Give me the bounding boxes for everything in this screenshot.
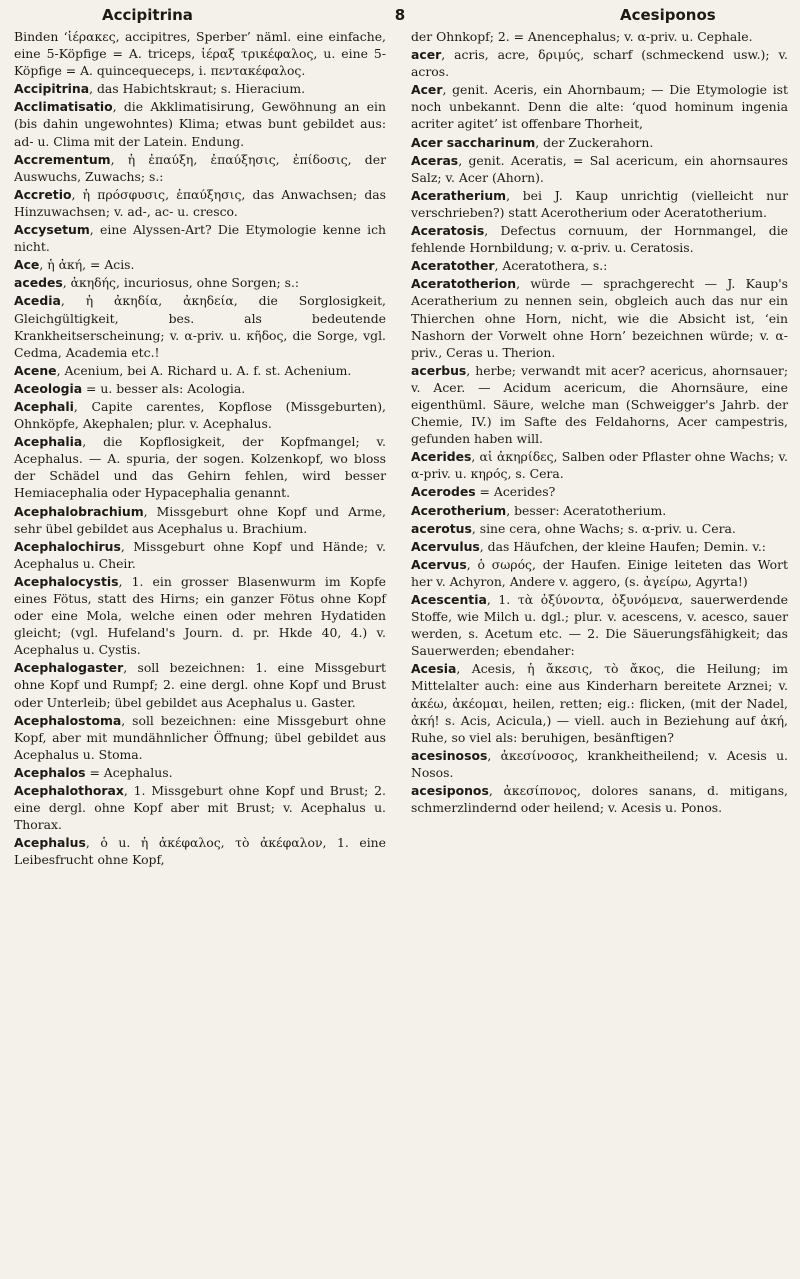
entry-definition: , αἱ ἀκηρίδες, Salben oder Pflaster ohne Wachs; v. α-priv. u. κηρός, s. Cera.: [411, 449, 788, 482]
entry-definition: , bei J. Kaup unrichtig (vielleicht nur verschrieben?) statt Acerotherium oder Aceratotherium.: [411, 187, 788, 220]
entry-headword: Acescentia: [411, 592, 487, 607]
dictionary-entry: [411, 28, 788, 45]
entry-definition: , der Zuckerahorn.: [535, 134, 654, 150]
entry-definition: , genit. Aceratis, = Sal acericum, ein ahornsaures Salz; v. Acer (Ahorn).: [411, 152, 788, 185]
entry-definition: , Capite carentes, Kopflose (Missgeburten), Ohnköpfe, Akephalen; plur. v. Acephalus.: [14, 398, 386, 432]
entry-headword: Acephalogaster: [14, 660, 124, 676]
entry-definition: , die Kopflosigkeit, der Kopfmangel; v. Acephalus. — A. spuria, der sogen. Kolzenkopf, wo bloss der Schädel und das Gehirn fehlen, wird besser Hemiacephalia oder Hypacephalia genannt.: [14, 434, 386, 501]
entry-definition: , ἡ ἀκηδία, ἀκηδεία, die Sorglosigkeit, Gleichgültigkeit, bes. als bedeutende Krankheitserscheinung; v. α-priv. u. κῆδος, die Sorge, vgl. Cedma, Academia etc.!: [14, 293, 386, 360]
right-column: [411, 28, 788, 817]
dictionary-entry: [14, 764, 386, 781]
dictionary-entry: [411, 257, 788, 274]
dictionary-entry: [14, 274, 386, 291]
entry-definition: = Acerides?: [475, 484, 556, 500]
entry-headword: Acene: [14, 362, 57, 378]
dictionary-entry: [411, 46, 788, 80]
entry-headword: Acer: [411, 82, 443, 98]
dictionary-entry: [411, 187, 788, 221]
entry-definition: = u. besser als: Acologia.: [82, 380, 246, 396]
dictionary-entry: [14, 362, 386, 379]
dictionary-entry: [14, 28, 386, 79]
entry-headword: acedes: [14, 275, 63, 291]
dictionary-entry: [14, 80, 386, 97]
entry-headword: Acephalochirus: [14, 538, 121, 554]
entry-headword: Acesia: [411, 661, 457, 677]
entry-headword: Acephalostoma: [14, 712, 122, 728]
entry-headword: Acephalobrachium: [14, 503, 144, 519]
entry-headword: Acephalia: [14, 434, 83, 450]
entry-definition: , soll bezeichnen: eine Missgeburt ohne Kopf, aber mit mundähnlicher Öffnung; übel gebildet aus Acephalus u. Stoma.: [14, 712, 386, 762]
entry-definition: , 1. Missgeburt ohne Kopf und Brust; 2. eine dergl. ohne Kopf aber mit Brust; v. Acephalus u. Thorax.: [14, 783, 386, 833]
entry-headword: Acephalothorax: [14, 783, 124, 799]
entry-definition: , ἀκεσίπονος, dolores sanans, d. mitigans, schmerzlindernd oder heilend; v. Acesis u. Ponos.: [411, 783, 788, 816]
dictionary-entry: [14, 380, 386, 397]
dictionary-entry: [411, 747, 788, 781]
dictionary-entry: [411, 483, 788, 500]
entry-headword: Aceratherium: [411, 187, 507, 203]
dictionary-entry: [411, 362, 788, 447]
entry-definition: , herbe; verwandt mit acer? acericus, ahornsauer; v. Acer. — Acidum acericum, die Ahornsäure, eine eigenthüml. Säure, welche man (Schweigger's Jahrb. der Chemie, IV.) im Safte des Feldahorns, Acer campestris, gefunden haben will.: [411, 362, 788, 447]
entry-definition: , 1. τὰ ὀξύνοντα, ὀξυνόμενα, sauerwerdende Stoffe, wie Milch u. dgl.; plur. v. acescens, v. acesco, sauer werden, s. Acetum etc. — 2. Die Säuerungsfähigkeit; das Sauerwerden; ebendaher:: [411, 592, 788, 659]
entry-headword: Acephalus: [14, 835, 86, 851]
entry-headword: Aceratother: [411, 258, 495, 274]
running-head-left: Accipitrina: [102, 6, 193, 24]
entry-definition: , ἡ ἐπαύξη, ἐπαύξησις, ἐπίδοσις, der Auswuchs, Zuwachs; s.:: [14, 151, 386, 184]
dictionary-entry: [411, 782, 788, 816]
dictionary-entry: [14, 398, 386, 432]
entry-headword: Acedia: [14, 293, 61, 309]
dictionary-entry: [411, 448, 788, 482]
dictionary-entry: [411, 222, 788, 256]
entry-headword: Acephali: [14, 398, 74, 414]
dictionary-entry: [411, 660, 788, 745]
dictionary-entry: [14, 573, 386, 658]
dictionary-entry: [411, 134, 788, 151]
page-number: 8: [394, 6, 406, 24]
dictionary-entry: [14, 292, 386, 360]
dictionary-entry: [14, 538, 386, 572]
entry-definition: , acris, acre, δριμύς, scharf (schmeckend usw.); v. acros.: [411, 47, 788, 80]
dictionary-entry: [14, 98, 386, 149]
entry-definition: , das Habichtskraut; s. Hieracium.: [89, 81, 306, 97]
entry-definition: , das Häufchen, der kleine Haufen; Demin. v.:: [479, 538, 766, 554]
entry-headword: Accretio: [14, 186, 72, 202]
entry-definition: Binden ‘ἱέρακες, accipitres, Sperber’ näml. eine einfache, eine 5-Köpfige = A. triceps, ἱέραξ τρικέφαλος, u. eine 5-Köpfige = A. quincequeceps, i. πεντακέφαλος.: [14, 29, 386, 79]
dictionary-entry: [411, 591, 788, 659]
entry-definition: , ἀκηδής, incuriosus, ohne Sorgen; s.:: [62, 275, 300, 291]
dictionary-entry: [14, 659, 386, 710]
entry-headword: Acephalos: [14, 764, 86, 780]
running-head-right: Acesiponos: [620, 6, 716, 24]
dictionary-entry: [14, 256, 386, 273]
entry-headword: acerbus: [411, 362, 467, 378]
dictionary-entry: [14, 782, 386, 833]
dictionary-entry: [14, 433, 386, 501]
entry-headword: Accipitrina: [14, 81, 90, 97]
entry-definition: , 1. ein grosser Blasenwurm im Kopfe eines Fötus, statt des Hirns; ein ganzer Fötus ohne Kopf oder eine Mola, welche einen oder mehren Hydatiden gleicht; (vgl. Hufeland's Journ. d. pr. Hkde 40, 4.) v. Acephalus u. Cystis.: [14, 573, 386, 658]
entry-definition: , ἡ ἀκή, = Acis.: [39, 257, 135, 273]
entry-definition: , sine cera, ohne Wachs; s. α-priv. u. Cera.: [471, 520, 736, 536]
entry-definition: , Acesis, ἡ ἄκεσις, τὸ ἄκος, die Heilung; im Mittelalter auch: eine aus Kinderharn bereitete Arznei; v. ἀκέω, ἀκέομαι, heilen, retten; eig.: flicken, (mit der Nadel, ἀκή! s. Acis, Acicula,) — viell. auch in Beziehung auf ἀκή, Ruhe, so viel als: beruhigen, besänftigen?: [411, 661, 788, 745]
entry-definition: , die Akklimatisirung, Gewöhnung an ein (bis dahin ungewohntes) Klima; etwas bunt gebildet aus: ad- u. Clima mit der Latein. Endung.: [14, 99, 386, 149]
dictionary-entry: [14, 151, 386, 185]
dictionary-entry: [411, 502, 788, 519]
entry-definition: , genit. Aceris, ein Ahornbaum; — Die Etymologie ist noch unbekannt. Denn die alte: ‘quod hominum ingenia acriter agitet’ ist offenbare Thorheit,: [411, 82, 788, 132]
entry-definition: , ὁ σωρός, der Haufen. Einige leiteten das Wort her v. Achyron, Andere v. aggero, (s. ἀγείρω, Agyrta!): [411, 556, 788, 589]
entry-definition: , würde — sprachgerecht — J. Kaup's Aceratherium zu nennen sein, obgleich auch das nur ein Thierchen ohne Horn, nicht, wie die Absicht ist, ‘ein Nashorn der Vorwelt ohne Horn’ bezeichnen würde; v. α-priv., Ceras u. Therion.: [411, 276, 788, 360]
entry-definition: , Acenium, bei A. Richard u. A. f. st. Achenium.: [56, 362, 352, 378]
entry-definition: , eine Alyssen-Art? Die Etymologie kenne ich nicht.: [14, 222, 386, 255]
entry-headword: acerotus: [411, 520, 472, 536]
entry-headword: Aceras: [411, 152, 459, 168]
entry-headword: Accysetum: [14, 222, 90, 238]
dictionary-entry: [411, 520, 788, 537]
entry-headword: Aceratotherion: [411, 276, 517, 292]
entry-definition: , ἀκεσίνοσος, krankheitheilend; v. Acesis u. Nosos.: [411, 747, 788, 780]
entry-headword: Acerides: [411, 449, 472, 465]
dictionary-entry: [411, 152, 788, 186]
entry-headword: Acerodes: [411, 484, 476, 500]
dictionary-entry: [411, 275, 788, 360]
dictionary-entry: [14, 186, 386, 220]
entry-definition: , Missgeburt ohne Kopf und Hände; v. Acephalus u. Cheir.: [14, 538, 386, 571]
entry-definition: der Ohnkopf; 2. = Anencephalus; v. α-priv. u. Cephale.: [411, 29, 753, 44]
entry-definition: , ὁ u. ἡ ἀκέφαλος, τὸ ἀκέφαλον, 1. eine Leibesfrucht ohne Kopf,: [14, 835, 386, 868]
entry-definition: = Acephalus.: [85, 764, 173, 780]
entry-headword: Acerotherium: [411, 502, 507, 518]
dictionary-entry: [14, 834, 386, 868]
entry-definition: , Missgeburt ohne Kopf und Arme, sehr übel gebildet aus Acephalus u. Brachium.: [14, 503, 386, 536]
entry-headword: acesinosos: [411, 747, 488, 763]
entry-definition: , Aceratothera, s.:: [494, 258, 608, 274]
dictionary-entry: [411, 538, 788, 555]
dictionary-entry: [411, 556, 788, 590]
entry-definition: , besser: Aceratotherium.: [506, 502, 667, 518]
entry-definition: , ἡ πρόσφυσις, ἐπαύξησις, das Anwachsen; das Hinzuwachsen; v. ad-, ac- u. cresco.: [14, 186, 386, 219]
dictionary-entry: [14, 503, 386, 537]
entry-headword: acesiponos: [411, 783, 489, 799]
dictionary-entry: [14, 221, 386, 255]
entry-headword: acer: [411, 47, 442, 63]
entry-headword: Aceologia: [14, 380, 83, 396]
dictionary-entry: [14, 712, 386, 763]
entry-headword: Acephalocystis: [14, 573, 119, 589]
entry-headword: Acervulus: [411, 538, 480, 554]
entry-headword: Acervus: [411, 556, 467, 572]
entry-headword: Aceratosis: [411, 223, 485, 239]
entry-definition: , Defectus cornuum, der Hornmangel, die fehlende Hornbildung; v. α-priv. u. Ceratosis.: [411, 223, 788, 256]
entry-headword: Ace: [14, 257, 40, 273]
left-column: [14, 28, 386, 870]
entry-definition: , soll bezeichnen: 1. eine Missgeburt ohne Kopf und Rumpf; 2. eine dergl. ohne Kopf und Brust oder Unterleib; übel gebildet aus Acephalus u. Gaster.: [14, 660, 386, 710]
entry-headword: Accrementum: [14, 151, 111, 167]
entry-headword: Acclimatisatio: [14, 99, 113, 115]
entry-headword: Acer saccharinum: [411, 134, 536, 150]
dictionary-entry: [411, 81, 788, 132]
